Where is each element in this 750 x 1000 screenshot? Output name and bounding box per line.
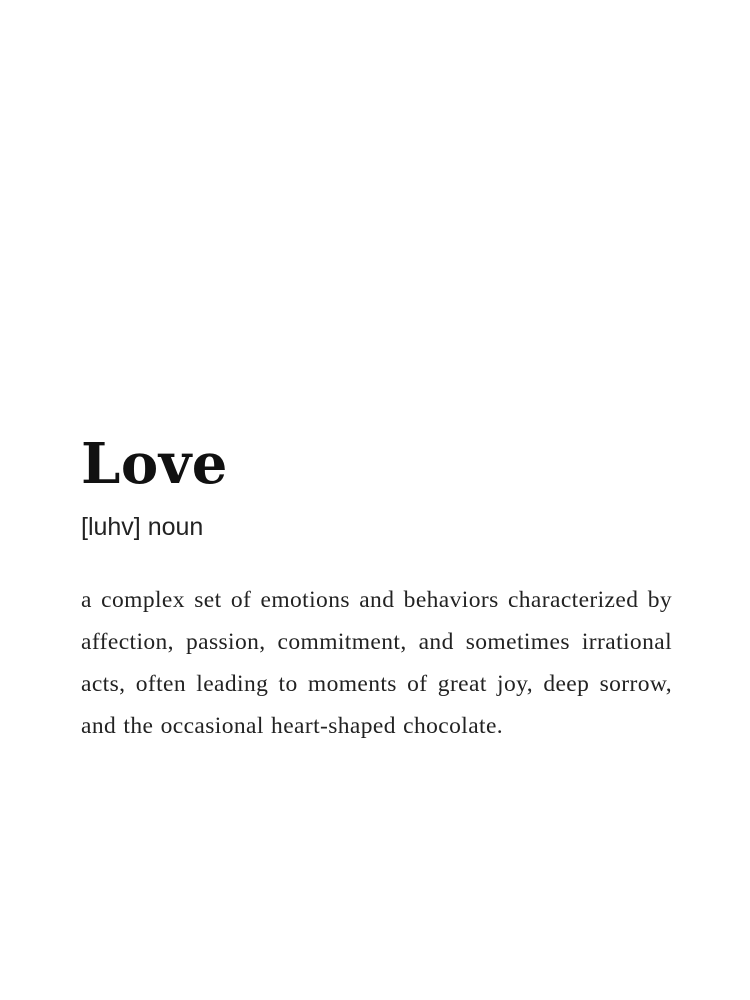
- dictionary-entry: [81, 428, 672, 771]
- part-of-speech: noun: [147, 513, 204, 541]
- pronunciation-line: [81, 511, 672, 543]
- pronunciation: [luhv]: [81, 513, 141, 541]
- entry-word: Love: [81, 431, 228, 497]
- definition-text: a complex set of emotions and behaviors characterized by affection, passion, commitment, and sometimes irrational acts, often leading to moments of great joy, deep sorrow, and the occasional heart-shaped chocolate.: [81, 587, 672, 739]
